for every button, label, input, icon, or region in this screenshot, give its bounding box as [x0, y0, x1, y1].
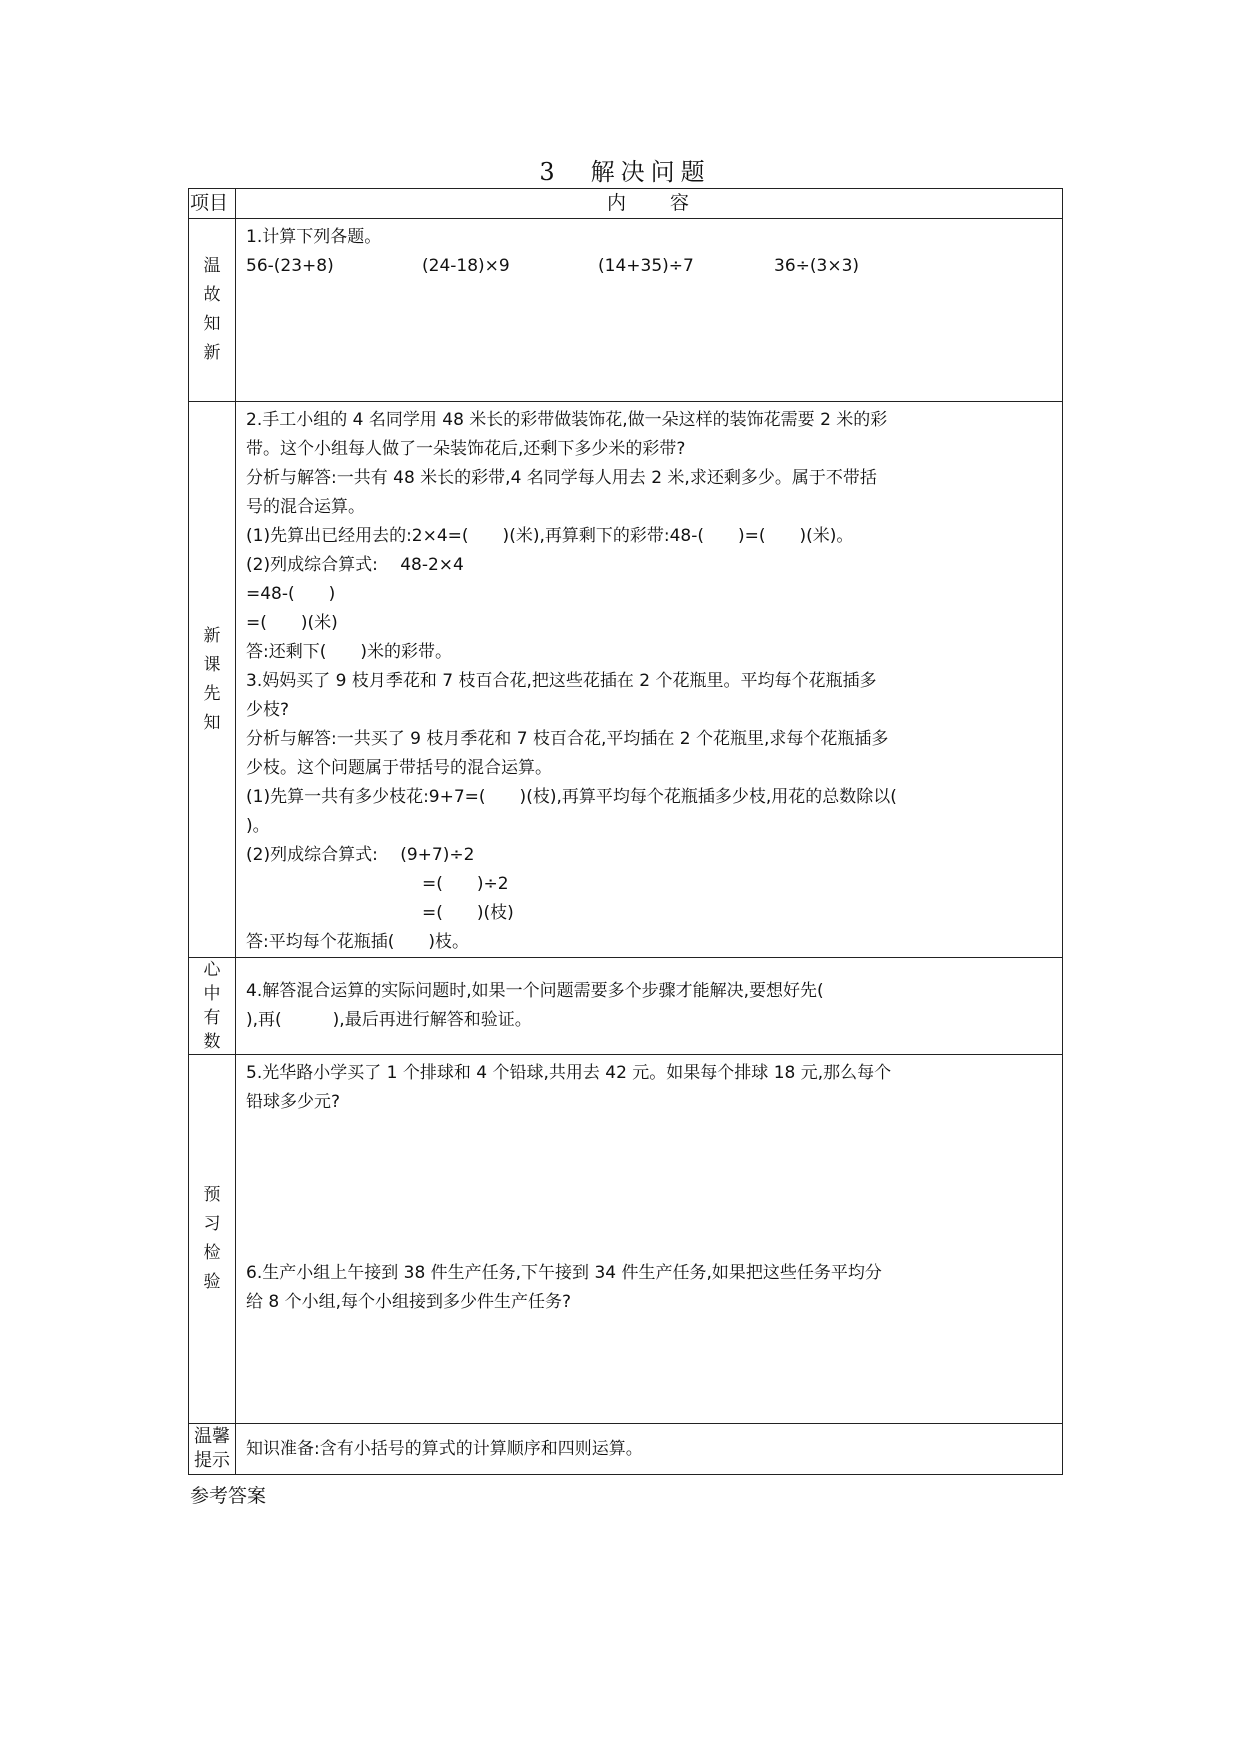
table-header-row: [189, 189, 1063, 219]
text-line: 号的混合运算。: [246, 497, 365, 517]
text-line: 答:还剩下( )米的彩带。: [246, 642, 452, 662]
text-line: =( )(米): [246, 613, 338, 633]
text-line: 3.妈妈买了 9 枝月季花和 7 枝百合花,把这些花插在 2 个花瓶里。平均每个花瓶插多: [246, 671, 877, 691]
text-line: (2)列成综合算式: 48-2×4: [246, 555, 464, 575]
text-line: 4.解答混合运算的实际问题时,如果一个问题需要多个步骤才能解决,要想好先(: [246, 981, 824, 1001]
text-line: 少枝?: [246, 700, 290, 720]
section-label-tips: 温馨提示: [189, 1424, 236, 1475]
section-content-mind: [236, 958, 1063, 1055]
section-content-tips: [236, 1424, 1063, 1475]
text-line: )。: [246, 816, 270, 836]
header-project: 项目: [189, 189, 236, 219]
section-review: [189, 219, 1063, 402]
text-line: 带。这个小组每人做了一朵装饰花后,还剩下多少米的彩带?: [246, 439, 686, 459]
section-new: [189, 402, 1063, 958]
section-content-preview: [236, 1055, 1063, 1424]
question-5-line: 铅球多少元?: [246, 1092, 341, 1112]
section-preview: [189, 1055, 1063, 1424]
expression-row: [246, 252, 1052, 281]
tips-text: 知识准备:含有小括号的算式的计算顺序和四则运算。: [246, 1438, 643, 1459]
text-line: =( )(枝): [422, 903, 514, 923]
question-5-line: 5.光华路小学买了 1 个排球和 4 个铅球,共用去 42 元。如果每个排球 18 元,那么每个: [246, 1063, 892, 1083]
question-6-line: 给 8 个小组,每个小组接到多少件生产任务?: [246, 1292, 572, 1312]
question-1: 1.计算下列各题。: [246, 227, 382, 247]
section-content-review: [236, 219, 1063, 402]
expression-2: (24-18)×9: [422, 256, 510, 276]
section-label-preview: 预习检验: [189, 1055, 236, 1424]
expression-3: (14+35)÷7: [598, 256, 694, 276]
section-label-review: 温故知新: [189, 219, 236, 402]
text-line: 分析与解答:一共有 48 米长的彩带,4 名同学每人用去 2 米,求还剩多少。属于不带括: [246, 468, 877, 488]
text-line: =( )÷2: [422, 874, 509, 894]
text-line: (1)先算一共有多少枝花:9+7=( )(枝),再算平均每个花瓶插多少枝,用花的总数除以(: [246, 787, 897, 807]
text-line: 2.手工小组的 4 名同学用 48 米长的彩带做装饰花,做一朵这样的装饰花需要 2 米的彩: [246, 410, 888, 430]
section-tips: [189, 1424, 1063, 1475]
answer-space: [246, 1117, 1052, 1259]
expression-1: 56-(23+8): [246, 256, 334, 276]
text-line: ),再( ),最后再进行解答和验证。: [246, 1010, 532, 1030]
text-line: 分析与解答:一共买了 9 枝月季花和 7 枝百合花,平均插在 2 个花瓶里,求每个花瓶插多: [246, 729, 889, 749]
page-title: 3 解决问题: [539, 158, 711, 186]
section-mind: [189, 958, 1063, 1055]
text-line: (2)列成综合算式: (9+7)÷2: [246, 845, 475, 865]
section-content-new: [236, 402, 1063, 958]
reference-answer-heading: 参考答案: [190, 1485, 267, 1507]
text-line: 少枝。这个问题属于带括号的混合运算。: [246, 758, 552, 778]
text-line: (1)先算出已经用去的:2×4=( )(米),再算剩下的彩带:48-( )=( )(米)。: [246, 526, 854, 546]
worksheet-table: [188, 188, 1063, 1475]
question-6-line: 6.生产小组上午接到 38 件生产任务,下午接到 34 件生产任务,如果把这些任务平均分: [246, 1263, 882, 1283]
text-line: 答:平均每个花瓶插( )枝。: [246, 932, 469, 952]
section-label-new: 新课先知: [189, 402, 236, 958]
header-content: 内 容: [236, 189, 1063, 219]
text-line: =48-( ): [246, 584, 336, 604]
section-label-mind: 心中有数: [189, 958, 236, 1055]
expression-4: 36÷(3×3): [774, 256, 860, 276]
